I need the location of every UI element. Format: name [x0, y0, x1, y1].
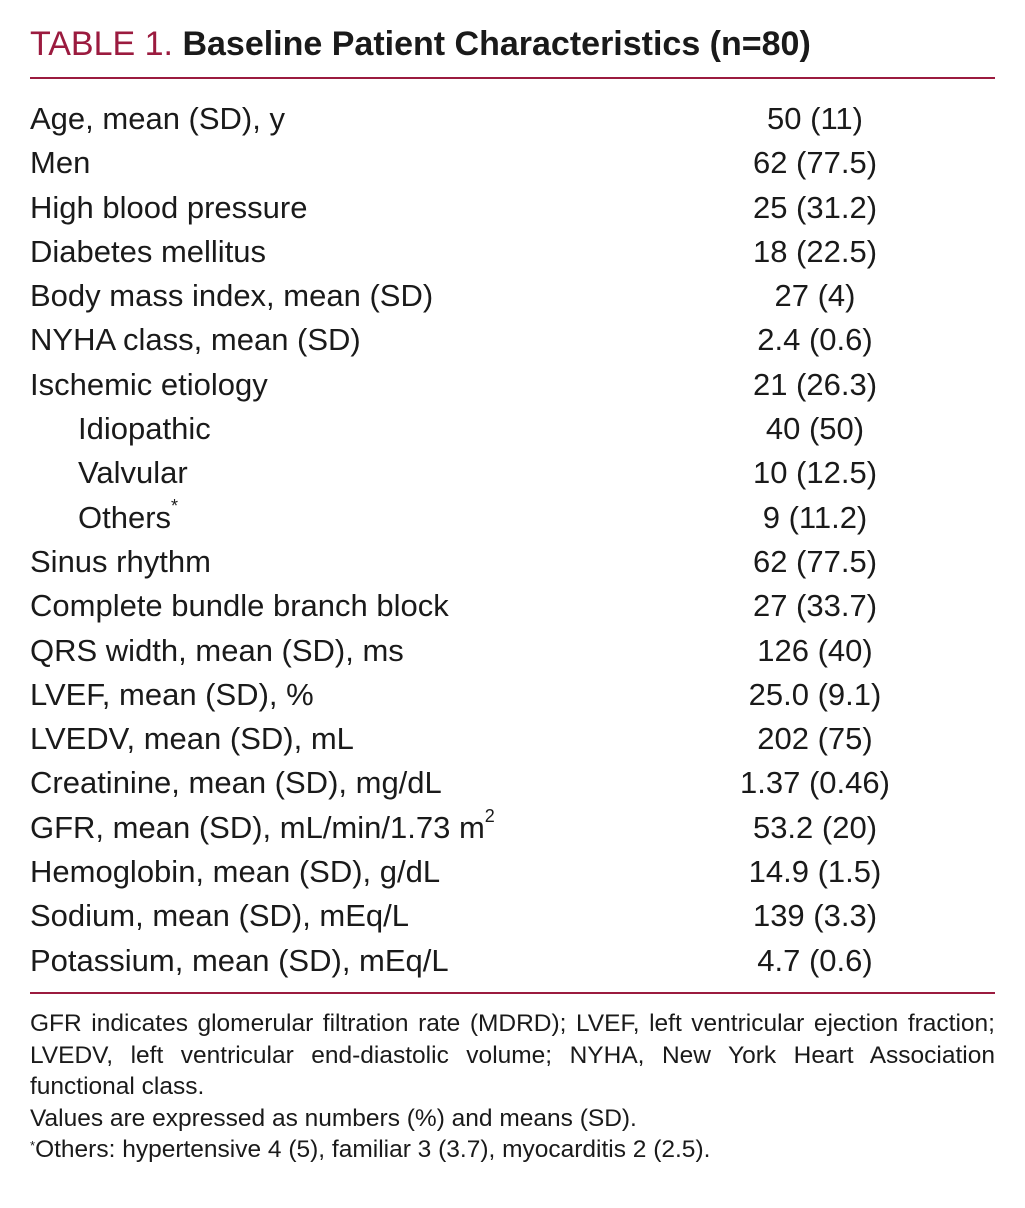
row-label: Men — [30, 145, 91, 181]
row-value: 62 (77.5) — [752, 543, 878, 579]
row-value: 10 (12.5) — [752, 455, 878, 491]
table-row — [30, 230, 995, 274]
table-row — [30, 584, 995, 628]
row-label: GFR, mean (SD), mL/min/1.73 m — [30, 809, 485, 845]
row-label: LVEDV, mean (SD), mL — [30, 721, 354, 757]
values-note: Values are expressed as numbers (%) and means (SD). — [30, 1104, 637, 1132]
row-value: 1.37 (0.46) — [740, 765, 890, 801]
table-row — [30, 761, 995, 805]
row-value: 21 (26.3) — [752, 366, 878, 402]
row-value: 50 (11) — [767, 101, 863, 136]
table-row — [30, 141, 995, 185]
table-title — [30, 22, 811, 66]
row-label: Body mass index, mean (SD) — [30, 278, 434, 314]
row-value: 2.4 (0.6) — [757, 322, 873, 358]
footnote-marker: * — [171, 496, 179, 517]
row-label: Idiopathic — [78, 411, 211, 447]
row-value: 126 (40) — [757, 632, 873, 668]
row-value: 202 (75) — [757, 721, 873, 757]
row-label: Diabetes mellitus — [30, 233, 267, 269]
table-row — [30, 186, 995, 230]
table-row — [30, 850, 995, 894]
row-label: Valvular — [78, 455, 188, 491]
table-row — [30, 407, 995, 451]
row-label: Complete bundle branch block — [30, 588, 449, 624]
top-divider — [30, 77, 995, 79]
row-label-wrapper — [78, 496, 178, 540]
others-note: Others: hypertensive 4 (5), familiar 3 (3.7), myocarditis 2 (2.5). — [35, 1136, 711, 1163]
row-label: LVEF, mean (SD), % — [30, 676, 314, 712]
row-label: High blood pressure — [30, 189, 308, 225]
row-value: 4.7 (0.6) — [757, 942, 873, 978]
row-value: 14.9 (1.5) — [748, 854, 882, 890]
table-row — [30, 451, 995, 495]
others-note-line — [30, 1134, 995, 1166]
superscript: 2 — [484, 806, 495, 827]
table-row — [30, 629, 995, 673]
row-value: 62 (77.5) — [752, 145, 878, 181]
table-row — [30, 540, 995, 584]
row-value: 40 (50) — [765, 411, 865, 447]
row-value: 139 (3.3) — [752, 898, 878, 934]
table-footnotes — [30, 1008, 995, 1166]
row-value: 18 (22.5) — [752, 233, 878, 269]
footnote-marker: * — [30, 1137, 36, 1153]
row-value: 25.0 (9.1) — [748, 676, 882, 712]
bottom-divider — [30, 992, 995, 994]
table-row — [30, 717, 995, 761]
table-row — [30, 939, 995, 983]
table-number: TABLE 1. — [30, 25, 173, 63]
table-row — [30, 318, 995, 362]
row-label: Potassium, mean (SD), mEq/L — [30, 942, 449, 978]
row-label: Hemoglobin, mean (SD), g/dL — [30, 854, 441, 890]
row-value: 9 (11.2) — [762, 499, 868, 535]
row-value: 27 (33.7) — [752, 588, 878, 624]
row-value: 27 (4) — [774, 278, 856, 314]
row-value: 53.2 (20) — [752, 809, 878, 845]
row-label: NYHA class, mean (SD) — [30, 322, 361, 358]
table-body — [30, 97, 995, 983]
table-row — [30, 673, 995, 717]
row-label: Sodium, mean (SD), mEq/L — [30, 898, 410, 934]
table-row — [30, 97, 995, 141]
row-label: Age, mean (SD), y — [30, 101, 285, 136]
row-label: QRS width, mean (SD), ms — [30, 632, 404, 668]
row-label: Ischemic etiology — [30, 366, 268, 402]
table-row — [30, 806, 995, 850]
row-label: Others — [78, 499, 172, 535]
row-label-wrapper — [30, 806, 495, 850]
table-row — [30, 274, 995, 318]
table-row — [30, 363, 995, 407]
table-row — [30, 894, 995, 938]
table-row — [30, 496, 995, 540]
abbreviations-note: GFR indicates glomerular filtration rate (MDRD); LVEF, left ventricular ejection fraction; LVEDV, left ventricular end-diastolic volume; NYHA, New York Heart Association functional class. — [30, 1010, 995, 1100]
row-label: Sinus rhythm — [30, 543, 211, 579]
row-value: 25 (31.2) — [752, 189, 878, 225]
row-label: Creatinine, mean (SD), mg/dL — [30, 765, 442, 801]
table-heading: Baseline Patient Characteristics (n=80) — [182, 25, 811, 63]
